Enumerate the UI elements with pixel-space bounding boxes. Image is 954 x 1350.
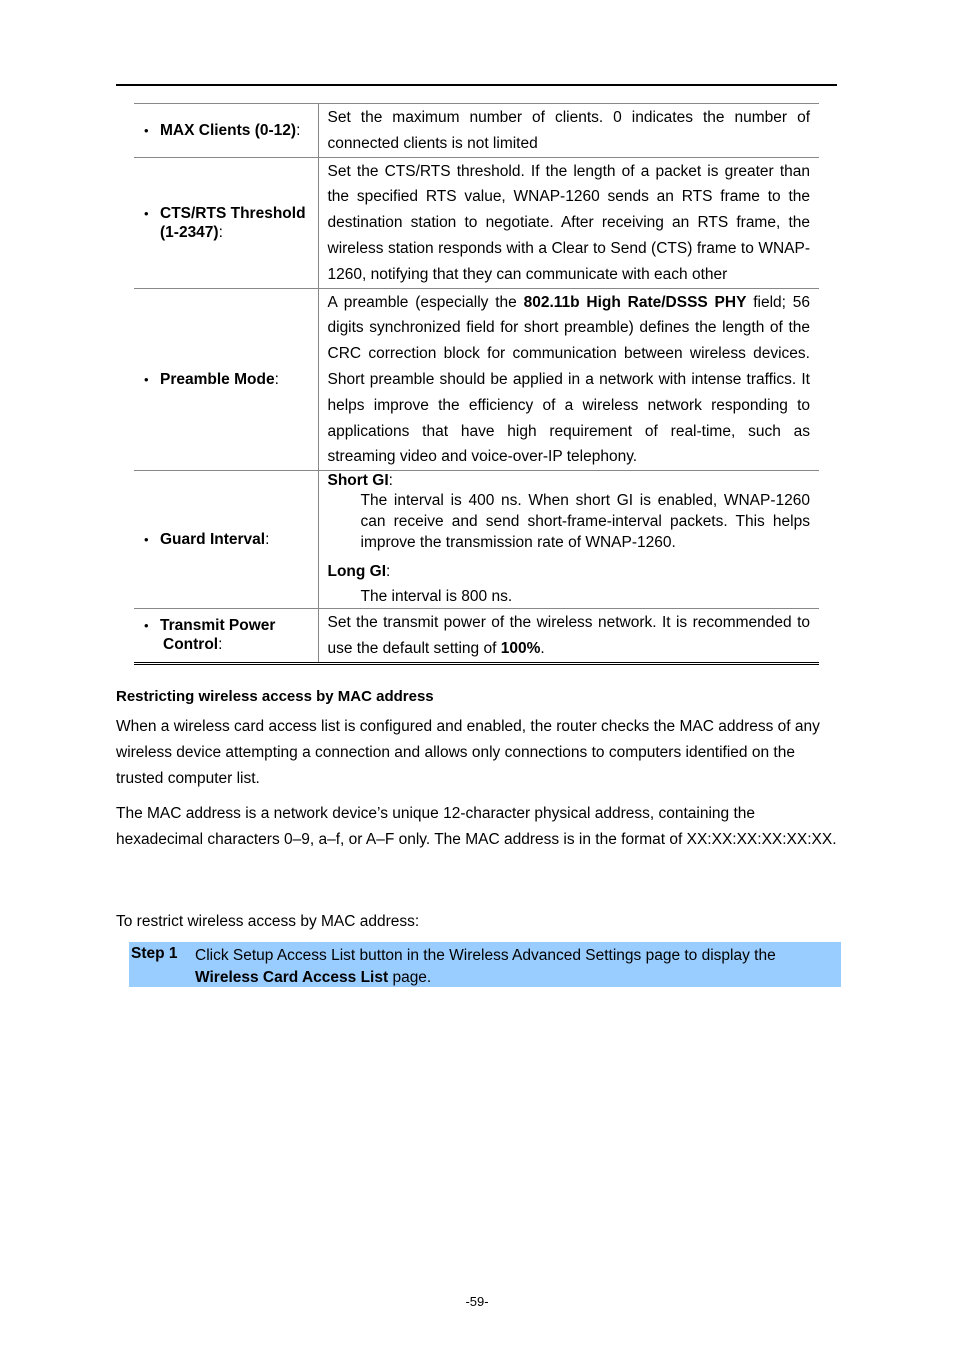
param-description: A preamble (especially the 802.11b High Rate/DSSS PHY field; 56 digits synchronized field for short preamble) defines the length of the CRC correction block for communication between wireless devices. Short preamble should be applied in a network with intense traffics. It helps improve the efficiency of a wireless network responding to applications that have high requirement of real-time, such as streaming video and voice-over-IP telephony.: [327, 293, 810, 466]
section-heading: Restricting wireless access by MAC address: [116, 688, 434, 705]
step-label: Step 1: [131, 945, 178, 962]
long-gi-text: The interval is 800 ns.: [360, 588, 513, 606]
body-paragraph: The MAC address is a network device’s unique 12-character physical address, containing the hexadecimal characters 0–9, a–f, or A–F only. The MAC address is in the format of XX:XX:XX:XX:XX:XX.: [116, 805, 837, 848]
bullet-icon: •: [144, 205, 149, 221]
param-name: CTS/RTS Threshold (1-2347): [160, 204, 306, 241]
row-label-cell: • Preamble Mode:: [134, 288, 318, 471]
bullet-icon: •: [144, 122, 149, 138]
param-name-cont: Control: [163, 636, 219, 654]
bullet-icon: •: [144, 532, 149, 548]
param-name: Guard Interval: [160, 531, 266, 549]
param-name: Transmit Power: [160, 617, 276, 635]
long-gi-heading: Long GI:: [327, 563, 391, 581]
bullet-icon: •: [144, 618, 149, 634]
table-row: [134, 609, 819, 664]
row-label-cell: • MAX Clients (0-12):: [134, 104, 318, 158]
table-row: [134, 288, 819, 471]
row-label-cell: • Transmit Power Control:: [134, 609, 318, 664]
body-paragraph: To restrict wireless access by MAC address:: [116, 913, 420, 930]
table-row: [134, 157, 819, 288]
param-description: Set the maximum number of clients. 0 indicates the number of connected clients is not limited: [327, 109, 810, 152]
page-number: -59-: [465, 1294, 489, 1309]
table-row: [134, 104, 819, 158]
param-name: MAX Clients (0-12): [160, 121, 297, 139]
param-description: [318, 471, 819, 609]
param-description: Set the transmit power of the wireless network. It is recommended to use the default setting of 100%.: [327, 614, 810, 657]
short-gi-heading: Short GI:: [327, 472, 393, 490]
row-label-cell: • CTS/RTS Threshold (1-2347):: [134, 157, 318, 288]
row-label-cell: • Guard Interval:: [134, 471, 318, 609]
header-rule: [116, 84, 837, 86]
param-name: Preamble Mode: [160, 370, 275, 388]
step-text: Click Setup Access List button in the Wireless Advanced Settings page to display the Wireless Card Access List page.: [195, 947, 776, 986]
short-gi-text: The interval is 400 ns. When short GI is enabled, WNAP-1260 can receive and send short-frame-interval packets. This helps improve the transmission rate of WNAP-1260.: [360, 492, 810, 552]
bullet-icon: •: [144, 371, 149, 387]
parameter-table: [134, 103, 819, 665]
body-paragraph: When a wireless card access list is configured and enabled, the router checks the MAC address of any wireless device attempting a connection and allows only connections to computers identified on the trusted computer list.: [116, 718, 820, 787]
step-box: [129, 942, 841, 987]
table-row: [134, 471, 819, 609]
param-description: Set the CTS/RTS threshold. If the length of a packet is greater than the specified RTS value, WNAP-1260 sends an RTS frame to the destination station to negotiate. After receiving an RTS frame, the wireless station responds with a Clear to Send (CTS) frame to WNAP-1260, notifying that they can communicate with each other: [327, 162, 810, 283]
